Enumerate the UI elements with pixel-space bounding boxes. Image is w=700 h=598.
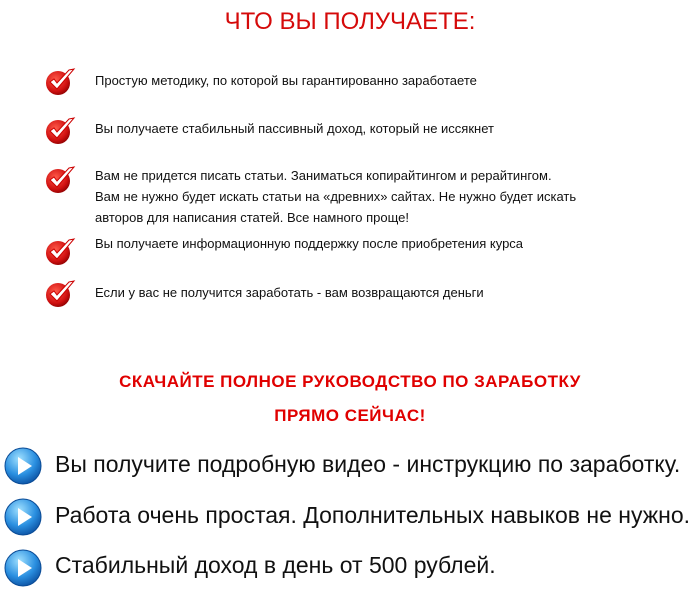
checkmark-icon: [44, 66, 76, 96]
play-arrow-icon: [4, 498, 42, 536]
checkmark-icon: [44, 164, 76, 194]
cta-heading-line1: СКАЧАЙТЕ ПОЛНОЕ РУКОВОДСТВО ПО ЗАРАБОТКУ: [119, 372, 581, 391]
feature-item: Стабильный доход в день от 500 рублей.: [55, 552, 496, 578]
benefit-item: Простую методику, по которой вы гарантированно заработаете: [95, 73, 477, 88]
benefit-item: Вы получаете стабильный пассивный доход, который не иссякнет: [95, 121, 494, 136]
play-arrow-icon: [4, 549, 42, 587]
benefit-item: [95, 165, 576, 228]
feature-item: Работа очень простая. Дополнительных навыков не нужно.: [55, 502, 691, 528]
checkmark-icon: [44, 236, 76, 266]
checkmark-icon: [44, 278, 76, 308]
checkmark-icon: [44, 115, 76, 145]
benefit-line: Вам не нужно будет искать статьи на «древних» сайтах. Не нужно будет искать: [95, 189, 577, 204]
play-arrow-icon: [4, 447, 42, 485]
benefit-line: Вам не придется писать статьи. Заниматься копирайтингом и рерайтингом.: [95, 168, 552, 183]
benefit-item: Вы получаете информационную поддержку после приобретения курса: [95, 236, 524, 251]
section-title: ЧТО ВЫ ПОЛУЧАЕТЕ:: [224, 8, 476, 35]
feature-item: Вы получите подробную видео - инструкцию по заработку.: [55, 451, 681, 477]
benefit-line: авторов для написания статей. Все намного проще!: [95, 210, 409, 225]
benefit-item: Если у вас не получится заработать - вам возвращаются деньги: [95, 285, 484, 300]
cta-heading-line2: ПРЯМО СЕЙЧАС!: [274, 406, 426, 425]
